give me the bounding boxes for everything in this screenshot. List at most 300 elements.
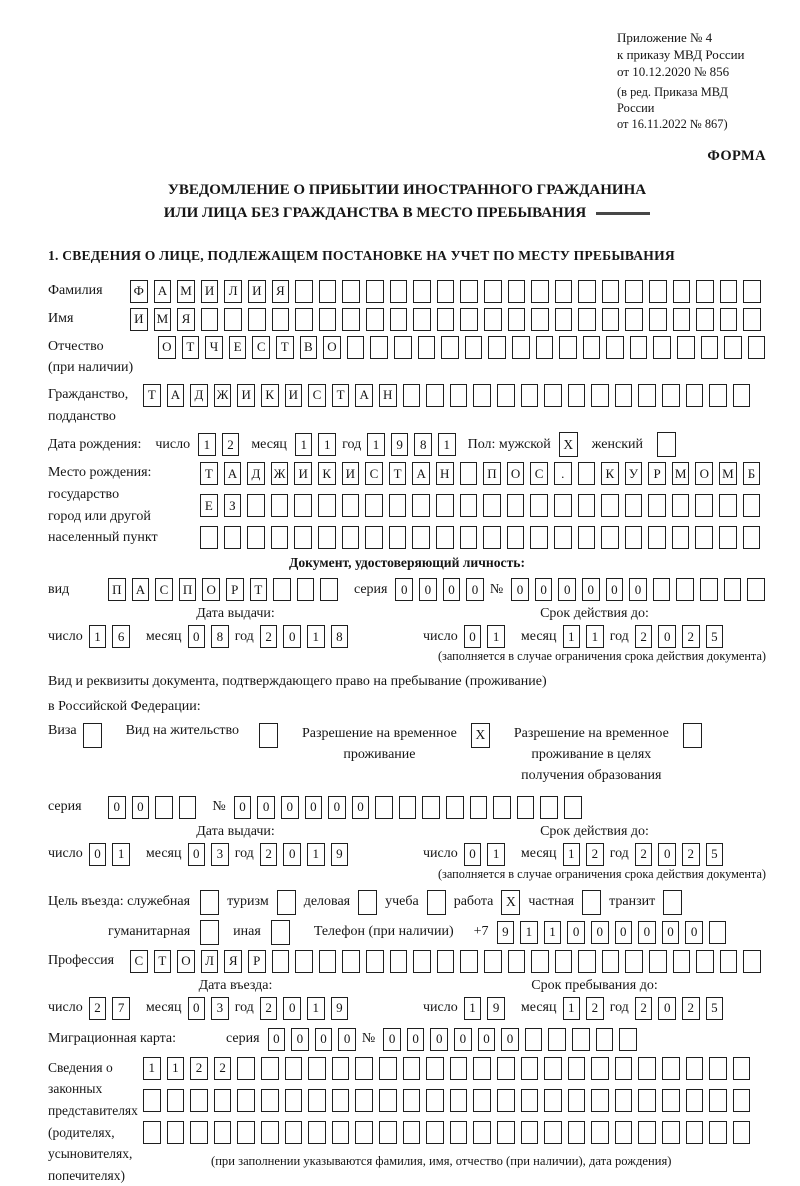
char-cell[interactable]: 0 xyxy=(283,625,301,648)
char-cell[interactable] xyxy=(200,526,218,549)
char-cell[interactable]: Я xyxy=(224,950,242,973)
char-cell[interactable]: 2 xyxy=(89,997,107,1020)
char-cell[interactable] xyxy=(521,1121,539,1144)
char-cell[interactable] xyxy=(578,950,596,973)
char-cell[interactable]: 1 xyxy=(487,625,505,648)
char-cell[interactable] xyxy=(460,462,478,485)
char-cell[interactable] xyxy=(403,1057,421,1080)
char-cell[interactable] xyxy=(662,1057,680,1080)
char-cell[interactable] xyxy=(701,336,719,359)
char-cell[interactable] xyxy=(630,336,648,359)
char-cell[interactable] xyxy=(389,526,407,549)
char-cell[interactable] xyxy=(484,280,502,303)
char-cell[interactable] xyxy=(625,494,643,517)
char-cell[interactable]: С xyxy=(365,462,383,485)
char-cell[interactable] xyxy=(554,526,572,549)
char-cell[interactable] xyxy=(578,308,596,331)
char-cell[interactable]: 0 xyxy=(305,796,323,819)
purpose-work-checkbox[interactable]: X xyxy=(501,890,520,915)
char-cell[interactable]: 9 xyxy=(391,433,409,456)
char-cell[interactable] xyxy=(554,494,572,517)
char-cell[interactable]: О xyxy=(507,462,525,485)
char-cell[interactable] xyxy=(649,950,667,973)
char-cell[interactable] xyxy=(662,384,680,407)
char-cell[interactable] xyxy=(201,308,219,331)
char-cell[interactable]: С xyxy=(252,336,270,359)
char-cell[interactable] xyxy=(720,308,738,331)
char-cell[interactable] xyxy=(521,384,539,407)
purpose-private-checkbox[interactable] xyxy=(582,890,601,915)
char-cell[interactable] xyxy=(662,1089,680,1112)
char-cell[interactable]: 2 xyxy=(635,625,653,648)
char-cell[interactable]: 0 xyxy=(464,625,482,648)
char-cell[interactable] xyxy=(295,308,313,331)
char-cell[interactable] xyxy=(399,796,417,819)
char-cell[interactable]: 8 xyxy=(211,625,229,648)
char-cell[interactable] xyxy=(602,950,620,973)
char-cell[interactable] xyxy=(709,1057,727,1080)
char-cell[interactable] xyxy=(493,796,511,819)
char-cell[interactable] xyxy=(390,950,408,973)
char-cell[interactable]: К xyxy=(261,384,279,407)
purpose-business-checkbox[interactable] xyxy=(358,890,377,915)
char-cell[interactable]: 0 xyxy=(478,1028,496,1051)
char-cell[interactable]: И xyxy=(294,462,312,485)
char-cell[interactable]: 1 xyxy=(464,997,482,1020)
char-cell[interactable]: О xyxy=(177,950,195,973)
char-cell[interactable]: 0 xyxy=(658,997,676,1020)
char-cell[interactable]: 1 xyxy=(367,433,385,456)
char-cell[interactable] xyxy=(484,308,502,331)
char-cell[interactable] xyxy=(578,494,596,517)
char-cell[interactable]: И xyxy=(237,384,255,407)
char-cell[interactable] xyxy=(696,950,714,973)
char-cell[interactable]: 0 xyxy=(629,578,647,601)
char-cell[interactable]: А xyxy=(154,280,172,303)
char-cell[interactable] xyxy=(295,950,313,973)
purpose-official-checkbox[interactable] xyxy=(200,890,219,915)
char-cell[interactable]: 1 xyxy=(112,843,130,866)
char-cell[interactable] xyxy=(508,308,526,331)
char-cell[interactable] xyxy=(488,336,506,359)
char-cell[interactable]: Ж xyxy=(214,384,232,407)
char-cell[interactable] xyxy=(512,336,530,359)
char-cell[interactable] xyxy=(508,950,526,973)
char-cell[interactable] xyxy=(379,1121,397,1144)
char-cell[interactable] xyxy=(460,494,478,517)
char-cell[interactable] xyxy=(696,308,714,331)
char-cell[interactable]: И xyxy=(342,462,360,485)
char-cell[interactable] xyxy=(497,1121,515,1144)
char-cell[interactable] xyxy=(709,1121,727,1144)
char-cell[interactable] xyxy=(648,526,666,549)
char-cell[interactable] xyxy=(672,494,690,517)
char-cell[interactable] xyxy=(297,578,315,601)
char-cell[interactable] xyxy=(572,1028,590,1051)
char-cell[interactable] xyxy=(332,1057,350,1080)
char-cell[interactable] xyxy=(709,1089,727,1112)
char-cell[interactable] xyxy=(224,308,242,331)
char-cell[interactable] xyxy=(653,578,671,601)
char-cell[interactable]: 0 xyxy=(658,625,676,648)
char-cell[interactable] xyxy=(601,494,619,517)
char-cell[interactable]: 0 xyxy=(582,578,600,601)
char-cell[interactable]: И xyxy=(130,308,148,331)
char-cell[interactable] xyxy=(294,526,312,549)
char-cell[interactable] xyxy=(285,1089,303,1112)
char-cell[interactable] xyxy=(544,1121,562,1144)
char-cell[interactable]: В xyxy=(300,336,318,359)
char-cell[interactable] xyxy=(237,1057,255,1080)
char-cell[interactable] xyxy=(403,1089,421,1112)
char-cell[interactable] xyxy=(379,1089,397,1112)
char-cell[interactable]: 0 xyxy=(352,796,370,819)
char-cell[interactable]: 0 xyxy=(188,997,206,1020)
char-cell[interactable] xyxy=(544,1057,562,1080)
char-cell[interactable] xyxy=(366,280,384,303)
char-cell[interactable]: 0 xyxy=(338,1028,356,1051)
char-cell[interactable]: 2 xyxy=(682,997,700,1020)
char-cell[interactable] xyxy=(237,1121,255,1144)
char-cell[interactable]: О xyxy=(323,336,341,359)
char-cell[interactable]: Е xyxy=(229,336,247,359)
char-cell[interactable] xyxy=(748,336,766,359)
char-cell[interactable]: Я xyxy=(272,280,290,303)
char-cell[interactable] xyxy=(677,336,695,359)
char-cell[interactable]: 0 xyxy=(567,921,585,944)
char-cell[interactable] xyxy=(507,526,525,549)
char-cell[interactable]: К xyxy=(601,462,619,485)
char-cell[interactable] xyxy=(473,1057,491,1080)
char-cell[interactable]: 0 xyxy=(443,578,461,601)
char-cell[interactable] xyxy=(615,1121,633,1144)
char-cell[interactable]: 2 xyxy=(682,843,700,866)
purpose-transit-checkbox[interactable] xyxy=(663,890,682,915)
char-cell[interactable] xyxy=(308,1121,326,1144)
char-cell[interactable] xyxy=(733,1121,751,1144)
char-cell[interactable] xyxy=(426,1057,444,1080)
char-cell[interactable] xyxy=(403,1121,421,1144)
char-cell[interactable] xyxy=(450,1121,468,1144)
char-cell[interactable]: С xyxy=(155,578,173,601)
char-cell[interactable] xyxy=(601,526,619,549)
char-cell[interactable]: М xyxy=(154,308,172,331)
char-cell[interactable] xyxy=(247,526,265,549)
char-cell[interactable]: 0 xyxy=(315,1028,333,1051)
char-cell[interactable] xyxy=(540,796,558,819)
char-cell[interactable] xyxy=(568,1089,586,1112)
char-cell[interactable] xyxy=(625,950,643,973)
char-cell[interactable] xyxy=(638,1089,656,1112)
char-cell[interactable] xyxy=(548,1028,566,1051)
char-cell[interactable] xyxy=(724,336,742,359)
char-cell[interactable] xyxy=(743,308,761,331)
char-cell[interactable] xyxy=(484,950,502,973)
char-cell[interactable] xyxy=(555,280,573,303)
char-cell[interactable] xyxy=(318,494,336,517)
char-cell[interactable]: 1 xyxy=(586,625,604,648)
residence-permit-checkbox[interactable] xyxy=(259,723,278,748)
temp-permit-checkbox[interactable]: X xyxy=(471,723,490,748)
char-cell[interactable] xyxy=(366,950,384,973)
char-cell[interactable] xyxy=(167,1121,185,1144)
char-cell[interactable] xyxy=(709,921,727,944)
char-cell[interactable]: Р xyxy=(248,950,266,973)
char-cell[interactable] xyxy=(568,1057,586,1080)
char-cell[interactable]: 0 xyxy=(558,578,576,601)
char-cell[interactable]: 0 xyxy=(108,796,126,819)
char-cell[interactable]: Т xyxy=(389,462,407,485)
char-cell[interactable]: И xyxy=(248,280,266,303)
char-cell[interactable] xyxy=(619,1028,637,1051)
char-cell[interactable]: У xyxy=(625,462,643,485)
char-cell[interactable] xyxy=(460,280,478,303)
char-cell[interactable]: 0 xyxy=(606,578,624,601)
char-cell[interactable] xyxy=(591,384,609,407)
char-cell[interactable]: Я xyxy=(177,308,195,331)
char-cell[interactable] xyxy=(418,336,436,359)
char-cell[interactable]: 0 xyxy=(234,796,252,819)
char-cell[interactable] xyxy=(167,1089,185,1112)
char-cell[interactable] xyxy=(578,280,596,303)
char-cell[interactable] xyxy=(536,336,554,359)
char-cell[interactable]: А xyxy=(412,462,430,485)
char-cell[interactable] xyxy=(355,1121,373,1144)
char-cell[interactable] xyxy=(155,796,173,819)
char-cell[interactable]: Т xyxy=(250,578,268,601)
char-cell[interactable]: 0 xyxy=(419,578,437,601)
char-cell[interactable] xyxy=(517,796,535,819)
char-cell[interactable]: 9 xyxy=(497,921,515,944)
char-cell[interactable] xyxy=(483,494,501,517)
char-cell[interactable]: Н xyxy=(436,462,454,485)
char-cell[interactable] xyxy=(318,526,336,549)
char-cell[interactable]: 0 xyxy=(283,997,301,1020)
char-cell[interactable]: 9 xyxy=(487,997,505,1020)
char-cell[interactable] xyxy=(686,384,704,407)
char-cell[interactable] xyxy=(544,1089,562,1112)
char-cell[interactable]: Р xyxy=(226,578,244,601)
char-cell[interactable]: Д xyxy=(247,462,265,485)
char-cell[interactable] xyxy=(143,1121,161,1144)
char-cell[interactable]: 7 xyxy=(112,997,130,1020)
char-cell[interactable] xyxy=(602,280,620,303)
char-cell[interactable]: Т xyxy=(200,462,218,485)
char-cell[interactable] xyxy=(673,950,691,973)
char-cell[interactable] xyxy=(615,384,633,407)
char-cell[interactable]: Т xyxy=(276,336,294,359)
char-cell[interactable] xyxy=(638,1057,656,1080)
char-cell[interactable]: Т xyxy=(154,950,172,973)
char-cell[interactable] xyxy=(578,526,596,549)
char-cell[interactable] xyxy=(224,526,242,549)
char-cell[interactable] xyxy=(247,494,265,517)
char-cell[interactable]: 2 xyxy=(635,997,653,1020)
purpose-study-checkbox[interactable] xyxy=(427,890,446,915)
char-cell[interactable]: 2 xyxy=(260,997,278,1020)
char-cell[interactable] xyxy=(662,1121,680,1144)
char-cell[interactable] xyxy=(450,1057,468,1080)
char-cell[interactable] xyxy=(591,1121,609,1144)
char-cell[interactable] xyxy=(413,308,431,331)
char-cell[interactable] xyxy=(446,796,464,819)
char-cell[interactable] xyxy=(332,1089,350,1112)
char-cell[interactable] xyxy=(564,796,582,819)
char-cell[interactable] xyxy=(379,1057,397,1080)
char-cell[interactable] xyxy=(625,526,643,549)
char-cell[interactable] xyxy=(555,950,573,973)
char-cell[interactable] xyxy=(370,336,388,359)
char-cell[interactable] xyxy=(295,280,313,303)
char-cell[interactable] xyxy=(686,1057,704,1080)
char-cell[interactable]: М xyxy=(672,462,690,485)
char-cell[interactable]: 0 xyxy=(535,578,553,601)
char-cell[interactable] xyxy=(507,494,525,517)
char-cell[interactable] xyxy=(473,1089,491,1112)
char-cell[interactable] xyxy=(412,526,430,549)
char-cell[interactable] xyxy=(190,1089,208,1112)
char-cell[interactable] xyxy=(591,1089,609,1112)
char-cell[interactable]: 0 xyxy=(638,921,656,944)
char-cell[interactable] xyxy=(179,796,197,819)
char-cell[interactable] xyxy=(450,1089,468,1112)
char-cell[interactable] xyxy=(530,526,548,549)
char-cell[interactable] xyxy=(638,384,656,407)
char-cell[interactable] xyxy=(747,578,765,601)
char-cell[interactable] xyxy=(602,308,620,331)
char-cell[interactable] xyxy=(531,950,549,973)
char-cell[interactable] xyxy=(531,308,549,331)
char-cell[interactable] xyxy=(530,494,548,517)
char-cell[interactable]: М xyxy=(177,280,195,303)
char-cell[interactable]: 5 xyxy=(706,997,724,1020)
char-cell[interactable] xyxy=(686,1121,704,1144)
char-cell[interactable]: 1 xyxy=(563,625,581,648)
char-cell[interactable] xyxy=(342,494,360,517)
char-cell[interactable] xyxy=(319,950,337,973)
char-cell[interactable]: Д xyxy=(190,384,208,407)
purpose-tourism-checkbox[interactable] xyxy=(277,890,296,915)
char-cell[interactable] xyxy=(319,280,337,303)
char-cell[interactable] xyxy=(583,336,601,359)
char-cell[interactable]: 3 xyxy=(211,997,229,1020)
char-cell[interactable] xyxy=(271,526,289,549)
char-cell[interactable] xyxy=(615,1057,633,1080)
char-cell[interactable] xyxy=(308,1057,326,1080)
char-cell[interactable] xyxy=(719,494,737,517)
char-cell[interactable]: 1 xyxy=(438,433,456,456)
char-cell[interactable]: 2 xyxy=(635,843,653,866)
char-cell[interactable]: 1 xyxy=(143,1057,161,1080)
edu-permit-checkbox[interactable] xyxy=(683,723,702,748)
char-cell[interactable] xyxy=(696,280,714,303)
char-cell[interactable]: 9 xyxy=(331,997,349,1020)
char-cell[interactable] xyxy=(365,494,383,517)
char-cell[interactable] xyxy=(285,1057,303,1080)
char-cell[interactable]: 1 xyxy=(307,843,325,866)
char-cell[interactable] xyxy=(578,462,596,485)
char-cell[interactable] xyxy=(437,308,455,331)
char-cell[interactable] xyxy=(672,526,690,549)
char-cell[interactable]: О xyxy=(158,336,176,359)
char-cell[interactable]: 1 xyxy=(318,433,336,456)
char-cell[interactable]: 0 xyxy=(615,921,633,944)
char-cell[interactable]: 1 xyxy=(563,843,581,866)
char-cell[interactable] xyxy=(473,384,491,407)
char-cell[interactable] xyxy=(531,280,549,303)
char-cell[interactable]: С xyxy=(530,462,548,485)
char-cell[interactable]: Т xyxy=(332,384,350,407)
char-cell[interactable] xyxy=(648,494,666,517)
char-cell[interactable] xyxy=(214,1089,232,1112)
char-cell[interactable] xyxy=(709,384,727,407)
char-cell[interactable] xyxy=(686,1089,704,1112)
char-cell[interactable]: 0 xyxy=(281,796,299,819)
char-cell[interactable] xyxy=(625,280,643,303)
char-cell[interactable] xyxy=(342,526,360,549)
char-cell[interactable] xyxy=(450,384,468,407)
char-cell[interactable] xyxy=(355,1089,373,1112)
char-cell[interactable]: 0 xyxy=(283,843,301,866)
char-cell[interactable]: С xyxy=(130,950,148,973)
char-cell[interactable]: 0 xyxy=(188,625,206,648)
char-cell[interactable] xyxy=(437,280,455,303)
char-cell[interactable] xyxy=(190,1121,208,1144)
char-cell[interactable] xyxy=(649,308,667,331)
char-cell[interactable] xyxy=(743,494,761,517)
char-cell[interactable] xyxy=(638,1121,656,1144)
char-cell[interactable] xyxy=(426,1121,444,1144)
char-cell[interactable] xyxy=(437,950,455,973)
char-cell[interactable]: М xyxy=(719,462,737,485)
char-cell[interactable]: 1 xyxy=(167,1057,185,1080)
char-cell[interactable] xyxy=(460,526,478,549)
char-cell[interactable] xyxy=(673,280,691,303)
char-cell[interactable]: 9 xyxy=(331,843,349,866)
char-cell[interactable]: 0 xyxy=(291,1028,309,1051)
char-cell[interactable]: Л xyxy=(224,280,242,303)
char-cell[interactable] xyxy=(700,578,718,601)
char-cell[interactable] xyxy=(555,308,573,331)
char-cell[interactable] xyxy=(733,384,751,407)
char-cell[interactable] xyxy=(460,308,478,331)
char-cell[interactable] xyxy=(465,336,483,359)
char-cell[interactable]: П xyxy=(108,578,126,601)
char-cell[interactable]: 0 xyxy=(501,1028,519,1051)
char-cell[interactable] xyxy=(470,796,488,819)
char-cell[interactable] xyxy=(673,308,691,331)
char-cell[interactable]: 2 xyxy=(190,1057,208,1080)
char-cell[interactable] xyxy=(615,1089,633,1112)
sex-male-checkbox[interactable]: X xyxy=(559,432,578,457)
char-cell[interactable] xyxy=(413,280,431,303)
char-cell[interactable] xyxy=(261,1121,279,1144)
char-cell[interactable]: А xyxy=(224,462,242,485)
char-cell[interactable]: 2 xyxy=(260,625,278,648)
char-cell[interactable] xyxy=(720,280,738,303)
char-cell[interactable] xyxy=(649,280,667,303)
char-cell[interactable]: 2 xyxy=(586,843,604,866)
char-cell[interactable] xyxy=(695,494,713,517)
char-cell[interactable]: О xyxy=(202,578,220,601)
char-cell[interactable]: 0 xyxy=(466,578,484,601)
char-cell[interactable]: . xyxy=(554,462,572,485)
char-cell[interactable] xyxy=(394,336,412,359)
char-cell[interactable] xyxy=(366,308,384,331)
char-cell[interactable] xyxy=(525,1028,543,1051)
char-cell[interactable]: Л xyxy=(201,950,219,973)
char-cell[interactable]: Р xyxy=(648,462,666,485)
